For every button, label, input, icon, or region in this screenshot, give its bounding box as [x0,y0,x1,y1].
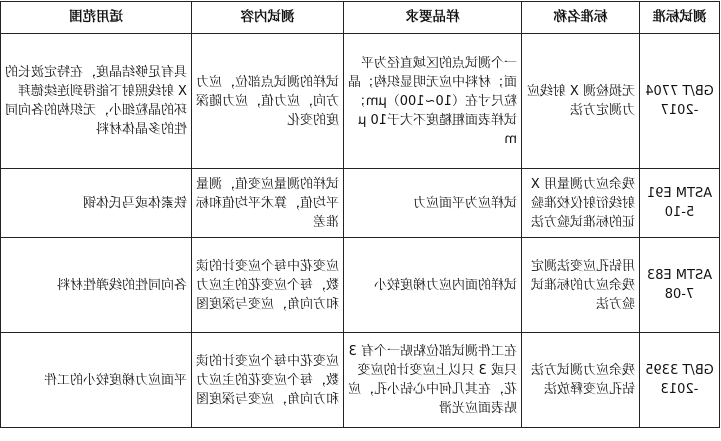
table-row [1,34,720,169]
header-sample: 样品要求 [344,2,522,34]
cell-sample: 在工件测试部位粘贴一个有 3 只或 3 只以上应变计的应变花，在其几何中心钻小孔，应贴表面应光滑 [344,333,522,428]
cell-content: 应变花中每个应变计的读数，每个应变花的主应力和方向角，应变与深度图 [192,333,344,428]
cell-name: 残余应力测试方法 钻孔应变释放法 [522,333,640,428]
cell-content: 试样的测量应变值，测量平均值，算术平均值和标准差 [192,169,344,238]
cell-name: 无损检测 X 射线应力测定方法 [522,34,640,169]
cell-standard: ASTM E915-10 [640,169,720,238]
cell-sample: 试样应为平面应力 [344,169,522,238]
header-name: 标准名称 [522,2,640,34]
cell-scope: 平面应力梯度较小的工件 [1,333,192,428]
mirrored-table-container [0,1,721,441]
cell-name: 残余应力测量用 X 射线衍射仪校准验证的标准试验方法 [522,169,640,238]
table-row [1,238,720,333]
cell-scope: 铁素体或马氏体钢 [1,169,192,238]
table-row [1,333,720,428]
cell-scope: 各向同性的线弹性材料 [1,238,192,333]
table-row [1,169,720,238]
cell-sample: 一个测试点的区域直径为平面；材料中应无明显织构；晶粒尺寸在（10~100）μm；试样表面粗糙度不大于10 μm [344,34,522,169]
table-header-row [1,2,720,34]
cell-content: 试样的测试点部位，应力方向，应力值，应力随深度的变化 [192,34,344,169]
cell-standard: GB/T 3395-2013 [640,333,720,428]
header-content: 测试内容 [192,2,344,34]
residual-stress-standards-table [0,1,720,428]
cell-sample: 试样的面内应力梯度较小 [344,238,522,333]
cell-standard: GB/T 7704-2017 [640,34,720,169]
header-scope: 适用范围 [1,2,192,34]
header-standard: 测试标准 [640,2,720,34]
cell-standard: ASTM E837-08 [640,238,720,333]
cell-scope: 具有足够结晶度，在特定波长的 X 射线照射下能得到连续德拜环的晶粒细小，无织构的各向同性的多晶体材料 [1,34,192,169]
cell-content: 应变花中每个应变计的读数，每个应变花的主应力和方向角，应变与深度图 [192,238,344,333]
cell-name: 用钻孔应变法测定残余应力的标准试验方法 [522,238,640,333]
